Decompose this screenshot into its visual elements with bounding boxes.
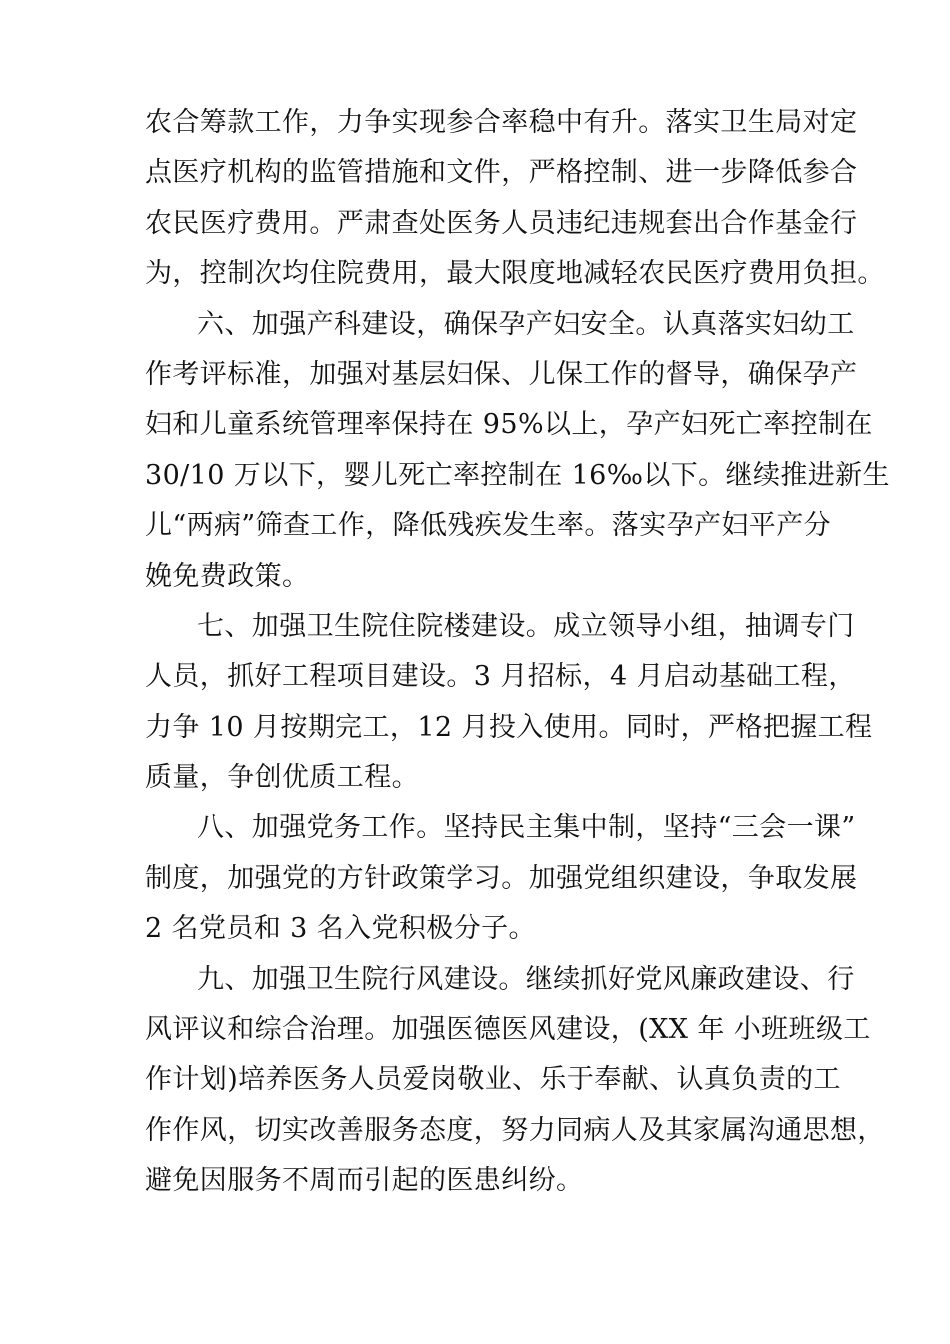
- text-line: 六、加强产科建设，确保孕产妇安全。认真落实妇幼工: [197, 308, 855, 340]
- paragraph-8-party-affairs: [145, 803, 858, 954]
- text-line: 避免因服务不周而引起的医患纠纷。: [145, 1165, 584, 1197]
- text-line: 作考评标准，加强对基层妇保、儿保工作的督导，确保孕产: [145, 358, 858, 390]
- text-line: 人员，抓好工程项目建设。3 月招标，4 月启动基础工程，: [145, 661, 856, 693]
- text-line: 质量，争创优质工程。: [145, 762, 419, 794]
- text-line: 风评议和综合治理。加强医德医风建设，(XX 年 小班班级工: [145, 1014, 871, 1046]
- paragraph-7-inpatient-building: [145, 602, 873, 804]
- text-line: 妇和儿童系统管理率保持在 95%以上，孕产妇死亡率控制在: [145, 409, 873, 441]
- text-line: 2 名党员和 3 名入党积极分子。: [145, 913, 536, 945]
- text-line: 九、加强卫生院行风建设。继续抓好党风廉政建设、行: [197, 963, 855, 995]
- text-line: 农民医疗费用。严肃查处医务人员违纪违规套出合作基金行: [145, 207, 858, 239]
- paragraph-1: [145, 98, 885, 300]
- text-line: 七、加强卫生院住院楼建设。成立领导小组，抽调专门: [197, 610, 855, 642]
- text-line: 娩免费政策。: [145, 560, 310, 592]
- text-line: 制度，加强党的方针政策学习。加强党组织建设，争取发展: [145, 862, 858, 894]
- text-line: 力争 10 月按期完工，12 月投入使用。同时，严格把握工程: [145, 711, 873, 743]
- text-line: 点医疗机构的监管措施和文件，严格控制、进一步降低参合: [145, 157, 858, 189]
- paragraph-9-conduct: [145, 955, 885, 1207]
- text-line: 为，控制次均住院费用，最大限度地减轻农民医疗费用负担。: [145, 258, 885, 290]
- text-line: 30/10 万以下，婴儿死亡率控制在 16‰以下。继续推进新生: [145, 459, 890, 491]
- text-line: 作作风，切实改善服务态度，努力同病人及其家属沟通思想，: [145, 1114, 885, 1146]
- paragraph-6-obstetrics: [145, 300, 890, 602]
- text-line: 作计划)培养医务人员爱岗敬业、乐于奉献、认真负责的工: [145, 1064, 841, 1096]
- document-body: [145, 98, 890, 1207]
- text-line: 农合筹款工作，力争实现参合率稳中有升。落实卫生局对定: [145, 107, 858, 138]
- text-line: 儿“两病”筛查工作，降低残疾发生率。落实孕产妇平产分: [145, 510, 832, 542]
- text-line: 八、加强党务工作。坚持民主集中制，坚持“三会一课”: [197, 812, 856, 844]
